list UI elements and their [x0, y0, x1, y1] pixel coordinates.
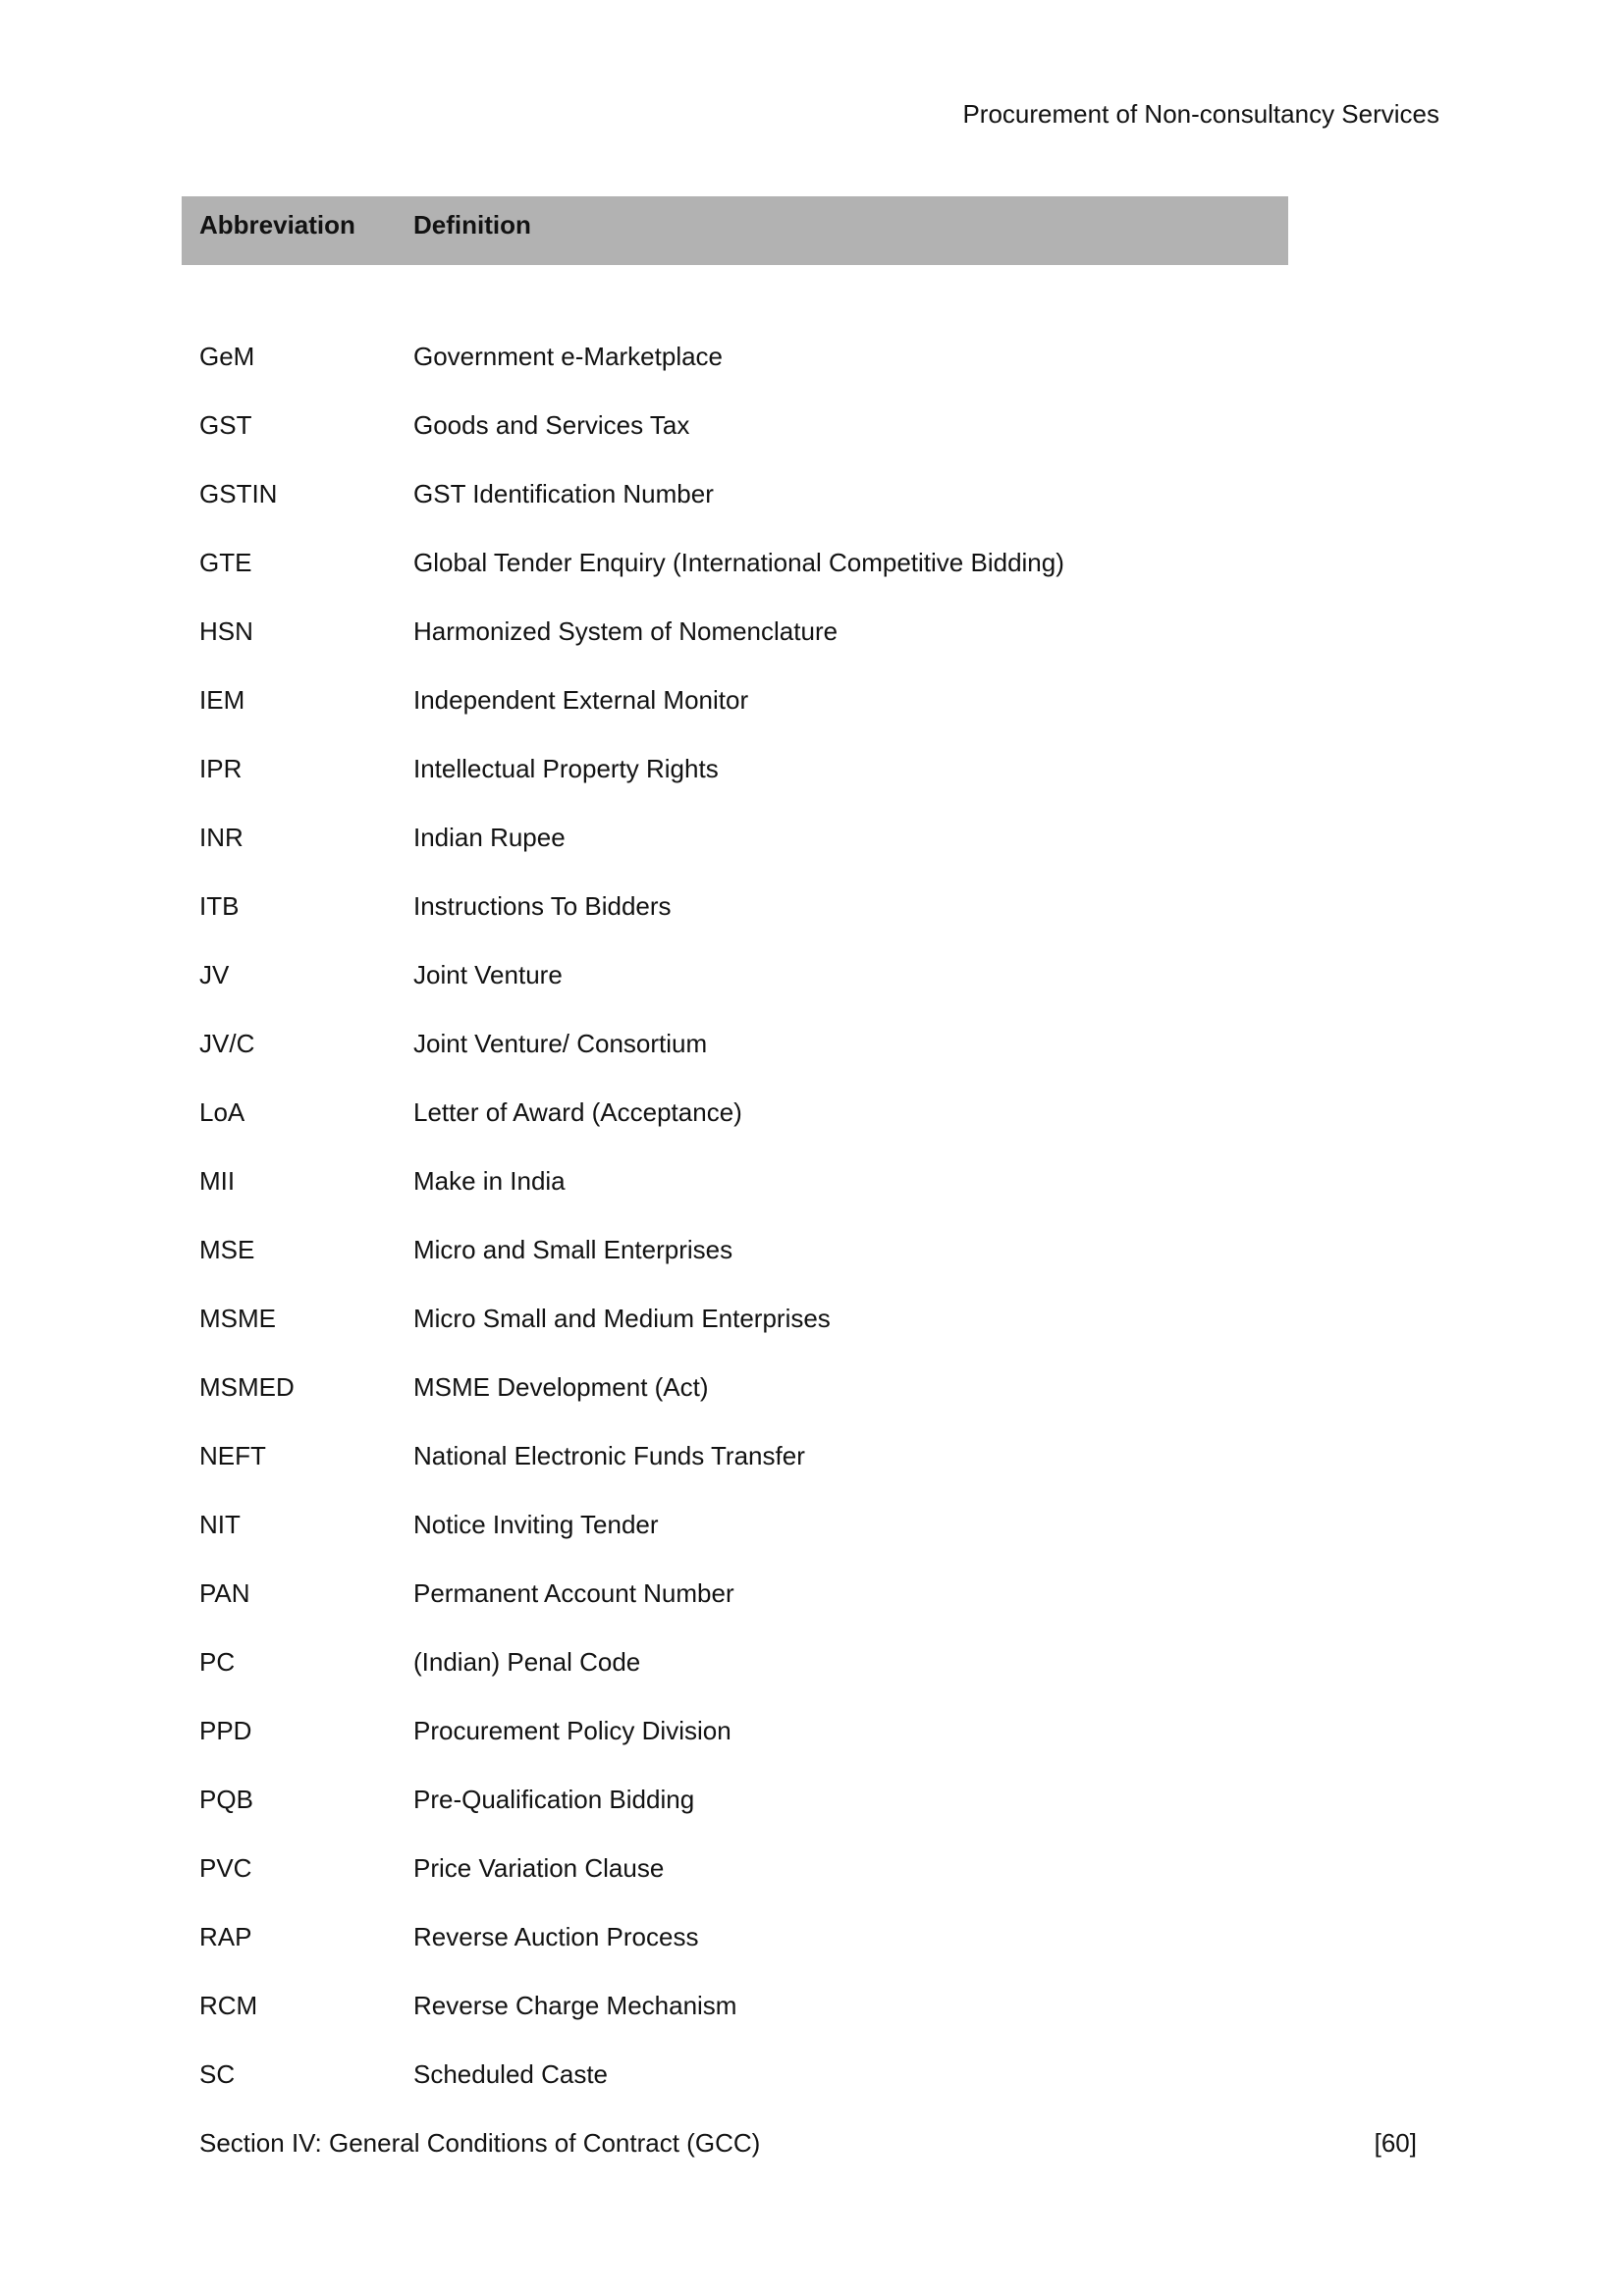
table-row [199, 1490, 1554, 1559]
definition-cell: Notice Inviting Tender [413, 1509, 659, 1539]
table-row [199, 1284, 1554, 1353]
abbreviation-cell: MII [199, 1165, 236, 1196]
abbreviation-cell: PVC [199, 1852, 252, 1883]
abbreviation-cell: MSMED [199, 1371, 295, 1402]
abbreviation-cell: RCM [199, 1990, 258, 2020]
table-row [199, 391, 1554, 459]
abbreviation-cell: PC [199, 1646, 236, 1677]
definition-cell: Government e-Marketplace [413, 341, 724, 371]
definition-cell: Price Variation Clause [413, 1852, 665, 1883]
abbreviation-cell: ITB [199, 890, 240, 921]
page-footer [199, 2128, 1417, 2159]
table-row [199, 1559, 1554, 1628]
definition-cell: Make in India [413, 1165, 566, 1196]
definition-cell: Joint Venture [413, 959, 563, 989]
definition-cell: National Electronic Funds Transfer [413, 1440, 805, 1470]
definition-cell: Scheduled Caste [413, 2058, 609, 2089]
definition-cell: (Indian) Penal Code [413, 1646, 641, 1677]
definition-cell: Joint Venture/ Consortium [413, 1028, 708, 1058]
definition-cell: Indian Rupee [413, 822, 566, 852]
table-row [199, 734, 1554, 803]
definition-cell: Procurement Policy Division [413, 1715, 731, 1745]
column-header-abbreviation: Abbreviation [199, 210, 355, 240]
abbreviation-cell: INR [199, 822, 244, 852]
table-row [199, 1628, 1554, 1696]
table-row [199, 1353, 1554, 1421]
abbreviation-cell: NIT [199, 1509, 241, 1539]
table-row [199, 1147, 1554, 1215]
abbreviation-cell: NEFT [199, 1440, 266, 1470]
abbreviation-cell: LoA [199, 1096, 245, 1127]
definition-cell: Letter of Award (Acceptance) [413, 1096, 742, 1127]
abbreviation-cell: JV/C [199, 1028, 255, 1058]
definition-cell: Global Tender Enquiry (International Competitive Bidding) [413, 547, 1064, 577]
definition-cell: Reverse Auction Process [413, 1921, 699, 1951]
footer-page-number: [60] [1374, 2128, 1417, 2158]
abbreviation-cell: GeM [199, 341, 255, 371]
definition-cell: Instructions To Bidders [413, 890, 672, 921]
abbreviation-cell: PAN [199, 1577, 250, 1608]
abbreviation-cell: SC [199, 2058, 236, 2089]
table-row [199, 1215, 1554, 1284]
table-row [199, 1078, 1554, 1147]
table-row [199, 803, 1554, 872]
abbreviation-cell: MSME [199, 1303, 276, 1333]
column-header-definition: Definition [413, 210, 531, 240]
definition-cell: GST Identification Number [413, 478, 714, 508]
table-header [182, 196, 1288, 265]
abbreviation-cell: JV [199, 959, 230, 989]
table-row [199, 1971, 1554, 2040]
table-row [199, 1421, 1554, 1490]
definition-cell: Reverse Charge Mechanism [413, 1990, 737, 2020]
table-row [199, 1696, 1554, 1765]
abbreviation-cell: PPD [199, 1715, 252, 1745]
table-row [199, 322, 1554, 391]
table-row [199, 1834, 1554, 1902]
footer-section-title: Section IV: General Conditions of Contract (GCC) [199, 2128, 761, 2158]
definition-cell: Intellectual Property Rights [413, 753, 719, 783]
definition-cell: Micro Small and Medium Enterprises [413, 1303, 831, 1333]
abbreviation-cell: IEM [199, 684, 245, 715]
abbreviation-cell: PQB [199, 1784, 253, 1814]
abbreviation-cell: RAP [199, 1921, 252, 1951]
table-row [199, 1009, 1554, 1078]
table-row [199, 666, 1554, 734]
table-row [199, 459, 1554, 528]
table-row [199, 940, 1554, 1009]
definition-cell: Pre-Qualification Bidding [413, 1784, 695, 1814]
table-row [199, 528, 1554, 597]
abbreviation-cell: GST [199, 409, 252, 440]
definition-cell: Micro and Small Enterprises [413, 1234, 733, 1264]
header-title: Procurement of Non-consultancy Services [962, 99, 1439, 129]
table-row [199, 1902, 1554, 1971]
table-row [199, 597, 1554, 666]
table-row [199, 872, 1554, 940]
definition-cell: Permanent Account Number [413, 1577, 734, 1608]
definition-cell: Harmonized System of Nomenclature [413, 615, 839, 646]
abbreviation-cell: GTE [199, 547, 252, 577]
table-row [199, 1765, 1554, 1834]
definition-cell: Independent External Monitor [413, 684, 749, 715]
table-row [199, 2040, 1554, 2109]
abbreviation-cell: IPR [199, 753, 243, 783]
definition-cell: Goods and Services Tax [413, 409, 690, 440]
definition-cell: MSME Development (Act) [413, 1371, 709, 1402]
abbreviation-cell: GSTIN [199, 478, 278, 508]
abbreviation-cell: HSN [199, 615, 253, 646]
page-header [199, 98, 1439, 130]
abbreviation-cell: MSE [199, 1234, 255, 1264]
abbreviation-table-body [199, 322, 1554, 2109]
